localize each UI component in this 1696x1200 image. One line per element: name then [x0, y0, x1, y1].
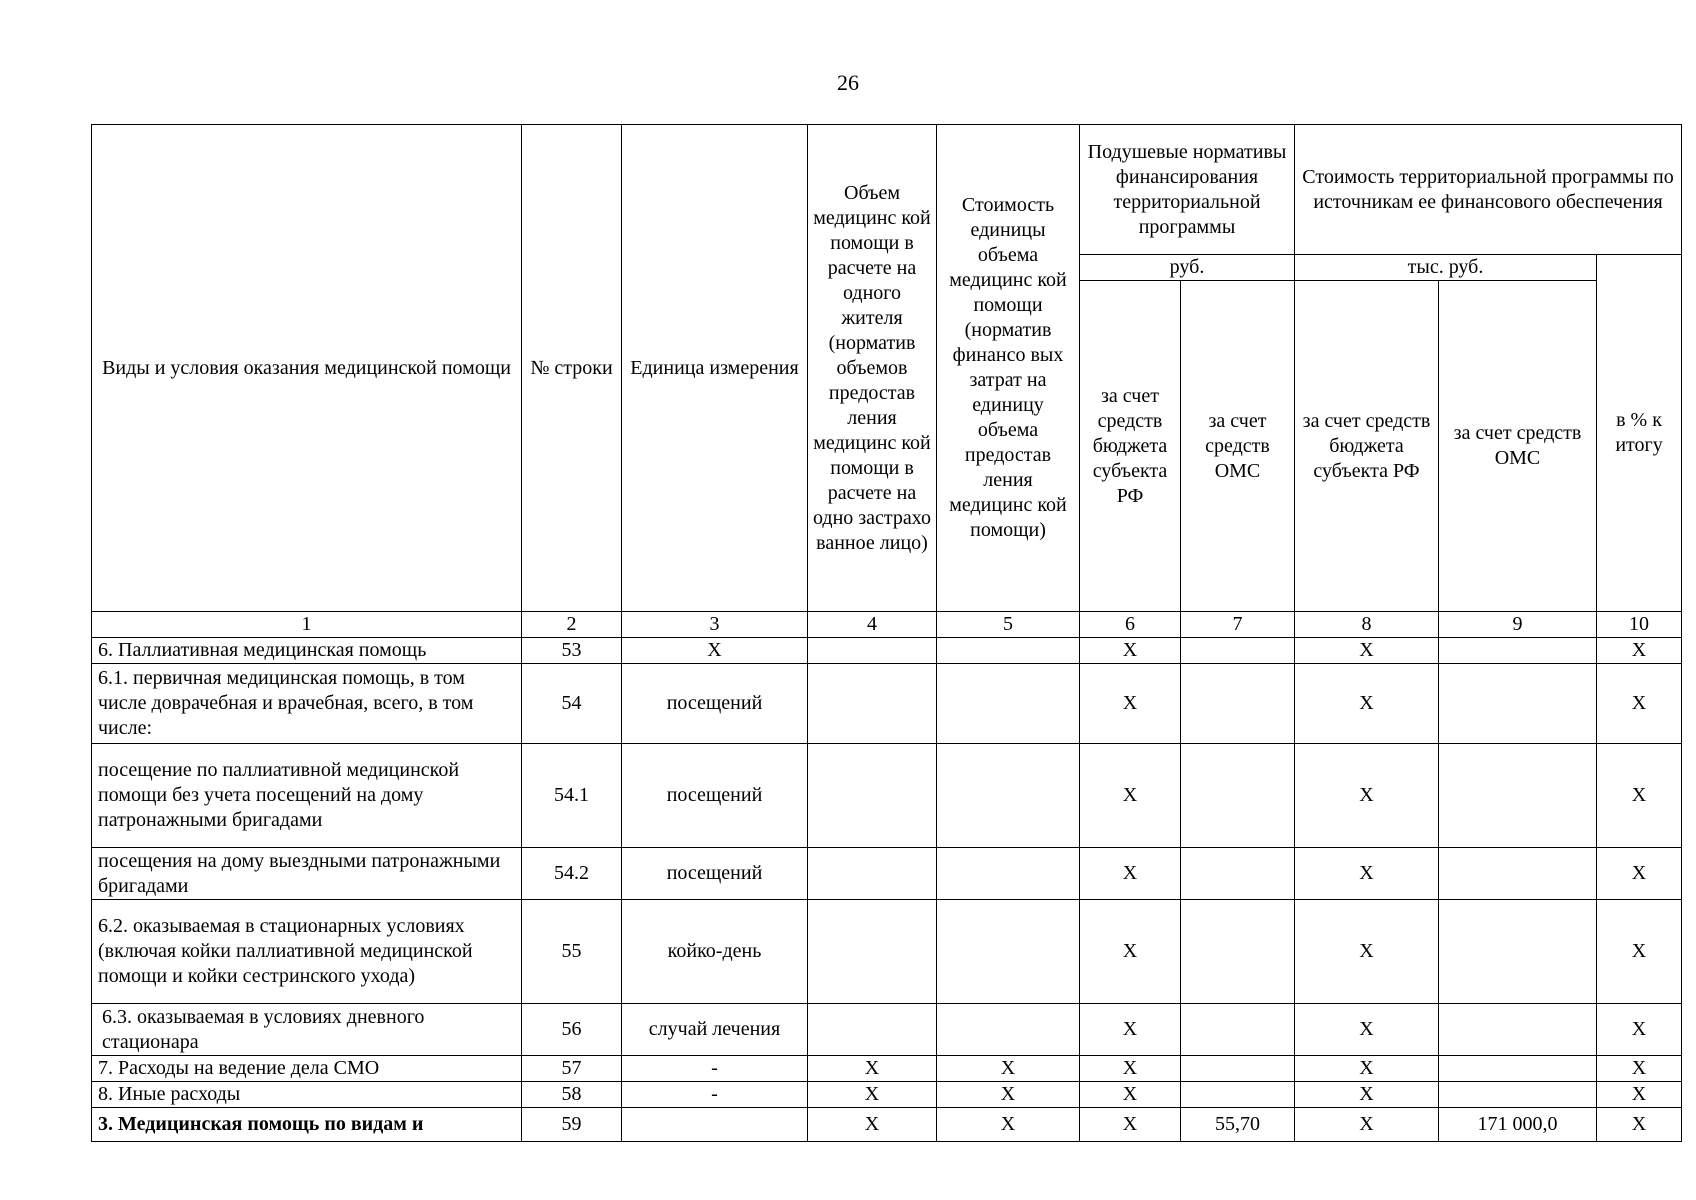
row-volume: Х [808, 1056, 937, 1082]
table-row [92, 1082, 1682, 1108]
row-unit: случай лечения [622, 1004, 808, 1056]
row-volume: Х [808, 1108, 937, 1142]
row-per-capita-budget: Х [1080, 664, 1181, 744]
page-number: 26 [837, 70, 859, 95]
row-cost-oms: 171 000,0 [1439, 1108, 1597, 1142]
header-cost-budget: за счет средств бюджета субъекта РФ [1295, 281, 1439, 612]
row-unit-cost [937, 664, 1080, 744]
row-line-number: 56 [522, 1004, 622, 1056]
header-unit-rub: руб. [1080, 255, 1295, 281]
row-cost-budget: Х [1295, 664, 1439, 744]
row-percent-total: Х [1597, 1004, 1682, 1056]
row-name: посещение по паллиативной медицинской помощи без учета посещений на дому патронажными бригадами [92, 744, 522, 848]
row-unit-cost: Х [937, 1082, 1080, 1108]
table-row [92, 848, 1682, 900]
row-unit-cost [937, 1004, 1080, 1056]
table-row [92, 744, 1682, 848]
row-per-capita-oms [1181, 664, 1295, 744]
row-percent-total: Х [1597, 900, 1682, 1004]
row-cost-oms [1439, 1004, 1597, 1056]
row-unit: посещений [622, 664, 808, 744]
header-line-number: № строки [522, 125, 622, 612]
column-number: 2 [522, 612, 622, 638]
row-cost-budget: Х [1295, 848, 1439, 900]
row-line-number: 58 [522, 1082, 622, 1108]
header-unit-cost: Стоимость единицы объема медицинс кой помощи (норматив финансо вых затрат на единицу объема предостав ления медицинс кой помощи) [937, 125, 1080, 612]
row-line-number: 54.2 [522, 848, 622, 900]
row-cost-oms [1439, 744, 1597, 848]
row-cost-oms [1439, 1082, 1597, 1108]
row-per-capita-budget: Х [1080, 1108, 1181, 1142]
row-per-capita-oms [1181, 744, 1295, 848]
row-volume [808, 848, 937, 900]
row-cost-budget: Х [1295, 1108, 1439, 1142]
column-number: 6 [1080, 612, 1181, 638]
table-row [92, 638, 1682, 664]
row-unit-cost [937, 848, 1080, 900]
header-per-capita-budget: за счет средств бюджета субъекта РФ [1080, 281, 1181, 612]
row-unit: койко-день [622, 900, 808, 1004]
row-per-capita-budget: Х [1080, 1056, 1181, 1082]
row-percent-total: Х [1597, 1108, 1682, 1142]
column-number: 8 [1295, 612, 1439, 638]
row-percent-total: Х [1597, 1056, 1682, 1082]
row-per-capita-budget: Х [1080, 744, 1181, 848]
row-volume [808, 664, 937, 744]
row-cost-budget: Х [1295, 744, 1439, 848]
row-cost-oms [1439, 848, 1597, 900]
header-unit: Единица измерения [622, 125, 808, 612]
row-volume: Х [808, 1082, 937, 1108]
column-number: 4 [808, 612, 937, 638]
row-unit: - [622, 1082, 808, 1108]
row-per-capita-oms [1181, 638, 1295, 664]
row-name: 3. Медицинская помощь по видам и [92, 1108, 522, 1142]
row-per-capita-budget: Х [1080, 848, 1181, 900]
row-unit: посещений [622, 848, 808, 900]
financing-table [91, 124, 1682, 1142]
row-cost-oms [1439, 638, 1597, 664]
row-name: 6.3. оказываемая в условиях дневного стационара [92, 1004, 522, 1056]
row-cost-budget: Х [1295, 638, 1439, 664]
row-name: 7. Расходы на ведение дела СМО [92, 1056, 522, 1082]
table-row [92, 1108, 1682, 1142]
row-percent-total: Х [1597, 664, 1682, 744]
row-line-number: 57 [522, 1056, 622, 1082]
row-per-capita-oms: 55,70 [1181, 1108, 1295, 1142]
table-row [92, 900, 1682, 1004]
row-per-capita-budget: Х [1080, 1004, 1181, 1056]
header-per-capita-group: Подушевые нормативы финансирования территориальной программы [1080, 125, 1295, 255]
row-per-capita-oms [1181, 900, 1295, 1004]
row-percent-total: Х [1597, 848, 1682, 900]
row-cost-budget: Х [1295, 1082, 1439, 1108]
header-unit-thous-rub: тыс. руб. [1295, 255, 1597, 281]
row-name: посещения на дому выездными патронажными бригадами [92, 848, 522, 900]
table-row [92, 664, 1682, 744]
row-name: 6.1. первичная медицинская помощь, в том числе доврачебная и врачебная, всего, в том числе: [92, 664, 522, 744]
column-number: 7 [1181, 612, 1295, 638]
row-percent-total: Х [1597, 1082, 1682, 1108]
row-unit-cost [937, 638, 1080, 664]
column-number: 9 [1439, 612, 1597, 638]
row-unit-cost: Х [937, 1056, 1080, 1082]
row-unit-cost [937, 744, 1080, 848]
row-line-number: 59 [522, 1108, 622, 1142]
row-line-number: 53 [522, 638, 622, 664]
header-cost-group: Стоимость территориальной программы по источникам ее финансового обеспечения [1295, 125, 1682, 255]
row-volume [808, 638, 937, 664]
row-per-capita-oms [1181, 1004, 1295, 1056]
column-number-row [92, 612, 1682, 638]
row-cost-oms [1439, 900, 1597, 1004]
row-cost-oms [1439, 664, 1597, 744]
header-volume: Объем медицинс кой помощи в расчете на одного жителя (норматив объемов предостав ления медицинс кой помощи в расчете на одно застрахо ванное лицо) [808, 125, 937, 612]
row-percent-total: Х [1597, 638, 1682, 664]
row-cost-budget: Х [1295, 900, 1439, 1004]
row-volume [808, 744, 937, 848]
row-cost-budget: Х [1295, 1004, 1439, 1056]
column-number: 1 [92, 612, 522, 638]
row-per-capita-budget: Х [1080, 1082, 1181, 1108]
header-cost-oms: за счет средств ОМС [1439, 281, 1597, 612]
row-unit: - [622, 1056, 808, 1082]
row-volume [808, 1004, 937, 1056]
row-line-number: 54.1 [522, 744, 622, 848]
row-cost-budget: Х [1295, 1056, 1439, 1082]
row-name: 8. Иные расходы [92, 1082, 522, 1108]
header-type: Виды и условия оказания медицинской помощи [92, 125, 522, 612]
row-per-capita-budget: Х [1080, 900, 1181, 1004]
row-line-number: 54 [522, 664, 622, 744]
row-unit: посещений [622, 744, 808, 848]
header-per-capita-oms: за счет средств ОМС [1181, 281, 1295, 612]
table-row [92, 1004, 1682, 1056]
row-per-capita-oms [1181, 1056, 1295, 1082]
column-number: 10 [1597, 612, 1682, 638]
row-cost-oms [1439, 1056, 1597, 1082]
row-line-number: 55 [522, 900, 622, 1004]
row-per-capita-oms [1181, 848, 1295, 900]
row-unit-cost [937, 900, 1080, 1004]
header-percent-total: в % к итогу [1597, 255, 1682, 612]
row-unit: Х [622, 638, 808, 664]
row-per-capita-oms [1181, 1082, 1295, 1108]
row-per-capita-budget: Х [1080, 638, 1181, 664]
column-number: 5 [937, 612, 1080, 638]
row-unit-cost: Х [937, 1108, 1080, 1142]
row-name: 6. Паллиативная медицинская помощь [92, 638, 522, 664]
row-name: 6.2. оказываемая в стационарных условиях (включая койки паллиативной медицинской помощи и койки сестринского ухода) [92, 900, 522, 1004]
row-volume [808, 900, 937, 1004]
row-unit [622, 1108, 808, 1142]
row-percent-total: Х [1597, 744, 1682, 848]
table-row [92, 1056, 1682, 1082]
column-number: 3 [622, 612, 808, 638]
